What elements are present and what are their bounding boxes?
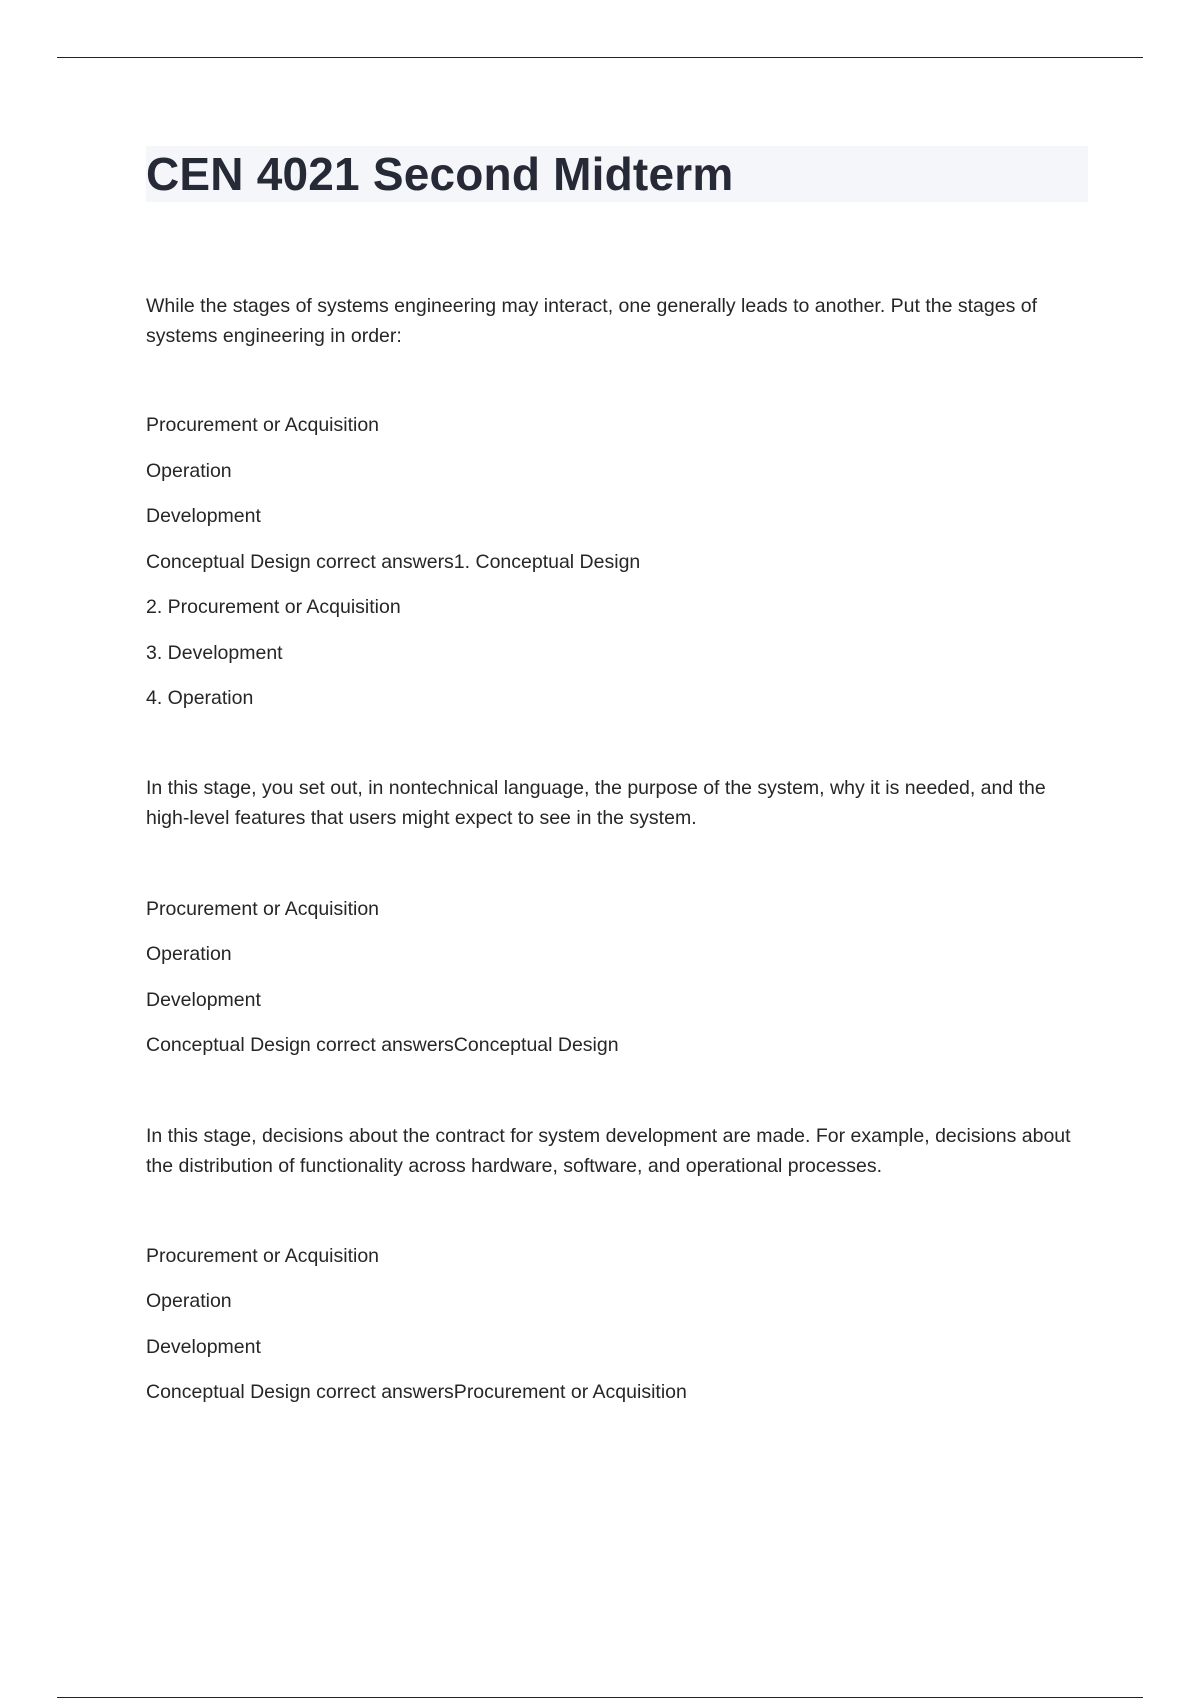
question-1-line-6: 3. Development xyxy=(146,642,283,664)
question-1-line-7: 4. Operation xyxy=(146,687,254,709)
question-1-line-1: Procurement or Acquisition xyxy=(146,414,380,436)
question-1-line-4: Conceptual Design correct answers1. Conceptual Design xyxy=(146,551,641,573)
footer-rule xyxy=(57,1697,1143,1698)
question-3-prompt: In this stage, decisions about the contract for system development are made. For example, decisions about the distribution of functionality across hardware, software, and operational processes. xyxy=(146,1125,1071,1177)
question-2-prompt: In this stage, you set out, in nontechnical language, the purpose of the system, why it is needed, and the high-level features that users might expect to see in the system. xyxy=(146,777,1046,829)
question-2-line-1: Procurement or Acquisition xyxy=(146,898,380,920)
page-title: CEN 4021 Second Midterm xyxy=(146,148,734,200)
question-2-line-2: Operation xyxy=(146,943,232,965)
question-1-prompt: While the stages of systems engineering may interact, one generally leads to another. Put the stages of systems engineering in order: xyxy=(146,295,1038,347)
question-3-line-3: Development xyxy=(146,1336,261,1358)
question-3-line-2: Operation xyxy=(146,1290,232,1312)
question-3-line-1: Procurement or Acquisition xyxy=(146,1245,380,1267)
header-rule xyxy=(57,57,1143,58)
question-1-line-5: 2. Procurement or Acquisition xyxy=(146,596,401,618)
question-1-line-2: Operation xyxy=(146,460,232,482)
question-2-line-3: Development xyxy=(146,989,261,1011)
question-1-line-3: Development xyxy=(146,505,261,527)
question-3-line-4: Conceptual Design correct answersProcurement or Acquisition xyxy=(146,1381,687,1403)
question-2-line-4: Conceptual Design correct answersConceptual Design xyxy=(146,1034,619,1056)
